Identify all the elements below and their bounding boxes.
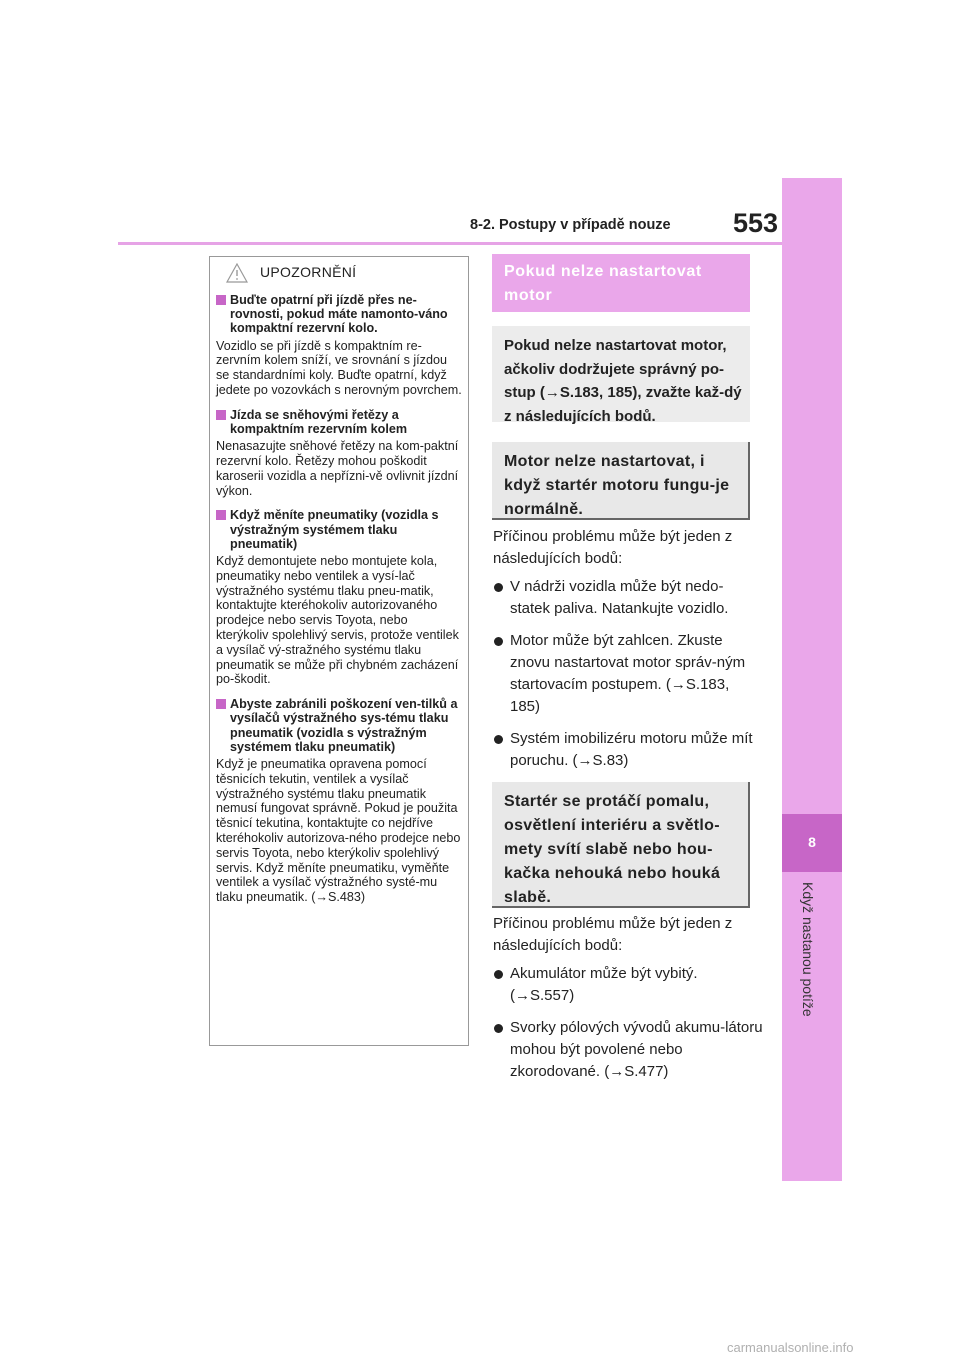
bullet-list [493,963,763,1093]
header-rule [118,242,782,245]
subsection-paragraph: Příčinou problému může být jeden z následujících bodů: [493,528,733,567]
intro-box [492,326,750,425]
bullet-dot-icon [494,637,503,646]
bullet-dot-icon [494,970,503,979]
caution-item [216,508,462,687]
list-item: Motor může být zahlcen. Zkuste znovu nastartovat motor správ-ným startovacím postupem. (→S.183, 185) [493,630,763,718]
caution-title: UPOZORNĚNÍ [260,264,357,280]
list-item: Akumulátor může být vybitý. (→S.557) [493,963,763,1007]
list-item: V nádrži vozidla může být nedo-statek paliva. Natankujte vozidlo. [493,576,763,620]
section-heading: Pokud nelze nastartovat motor [504,263,702,304]
chapter-number-box [782,814,842,872]
caution-item [216,293,462,398]
caution-body [216,293,462,915]
chapter-number: 8 [808,834,816,850]
caution-item-heading: Když měníte pneumatiky (vozidla s výstražným systémem tlaku pneumatik) [230,508,439,551]
caution-item-heading: Buďte opatrní při jízdě přes ne-rovnosti, pokud máte namonto-váno kompaktní rezervní kolo. [230,293,448,336]
caution-item [216,408,462,499]
warning-triangle-icon [226,263,248,283]
square-bullet-icon [216,410,226,420]
square-bullet-icon [216,510,226,520]
caution-item-heading: Abyste zabránili poškození ven-tilků a vysílačů výstražného sys-tému tlaku pneumatik (vozidla s výstražným systémem tlaku pneumatik) [230,697,458,754]
caution-header [210,257,468,287]
caution-item-text: Když je pneumatika opravena pomocí těsnicích tekutin, ventilek a vysílač výstražného systému tlaku pneumatik nemusí fungovat správně. Pokud je použita těsnicí tekutina, kontaktujte co nejdříve kteréhokoliv autorizova-ného prodejce nebo servis Toyota, nebo kterýkoliv spolehlivý servis. Když měníte pneumatiku, vyměňte ventilek a vysílač výstražného systé-mu tlaku pneumatik. (→S.483) [216,756,461,905]
subsection-heading-box [492,782,750,908]
caution-item-text: Vozidlo se při jízdě s kompaktním re-zervním kolem sníží, ve srovnání s jízdou se standardními koly. Buďte opatrní, když jedete po vozovkách s nerovným povrchem. [216,338,462,397]
bullet-dot-icon [494,583,503,592]
chapter-side-tab [782,178,842,1181]
caution-item [216,697,462,905]
subsection-heading-box [492,442,750,520]
page-number: 553 [733,208,779,238]
square-bullet-icon [216,295,226,305]
intro-text: Pokud nelze nastartovat motor, ačkoliv dodržujete správný po-stup (→S.183, 185), zvažte kaž-dý z následujících bodů. [504,337,742,425]
subsection-paragraph: Příčinou problému může být jeden z následujících bodů: [493,915,733,954]
chapter-label: Když nastanou potíže [800,882,816,1017]
list-item: Svorky pólových vývodů akumu-látoru mohou být povolené nebo zkorodované. (→S.477) [493,1017,763,1083]
watermark: carmanualsonline.info [727,1340,854,1355]
subsection-heading: Motor nelze nastartovat, i když startér motoru fungu-je normálně. [504,453,730,518]
list-item: Systém imobilizéru motoru může mít poruchu. (→S.83) [493,728,763,772]
caution-box [209,256,469,1046]
caution-item-text: Nenasazujte sněhové řetězy na kom-paktní rezervní kolo. Řetězy mohou poškodit karoserii vozidla a nepřízni-vě ovlivnit jízdní výkon. [216,439,459,498]
caution-item-text: Když demontujete nebo montujete kola, pneumatiky nebo ventilek a vysí-lač výstražného systému tlaku pneu-matik, kontaktujte kteréhokoliv autorizovaného prodejce nebo servis Toyota, nebo kterýkoliv spolehlivý servis, protože ventilek a vysílač vý-stražného systému tlaku pneumatik se může při chybném zacházení po-škodit. [216,554,459,687]
caution-item-heading: Jízda se sněhovými řetězy a kompaktním rezervním kolem [230,407,408,436]
bullet-list [493,576,763,782]
bullet-dot-icon [494,1024,503,1033]
square-bullet-icon [216,699,226,709]
section-title: 8-2. Postupy v případě nouze [470,217,671,233]
bullet-dot-icon [494,735,503,744]
subsection-heading: Startér se protáčí pomalu, osvětlení interiéru a světlo-mety svítí slabě nebo hou-kačka nehouká nebo houká slabě. [504,793,721,906]
section-heading-box [492,254,750,312]
